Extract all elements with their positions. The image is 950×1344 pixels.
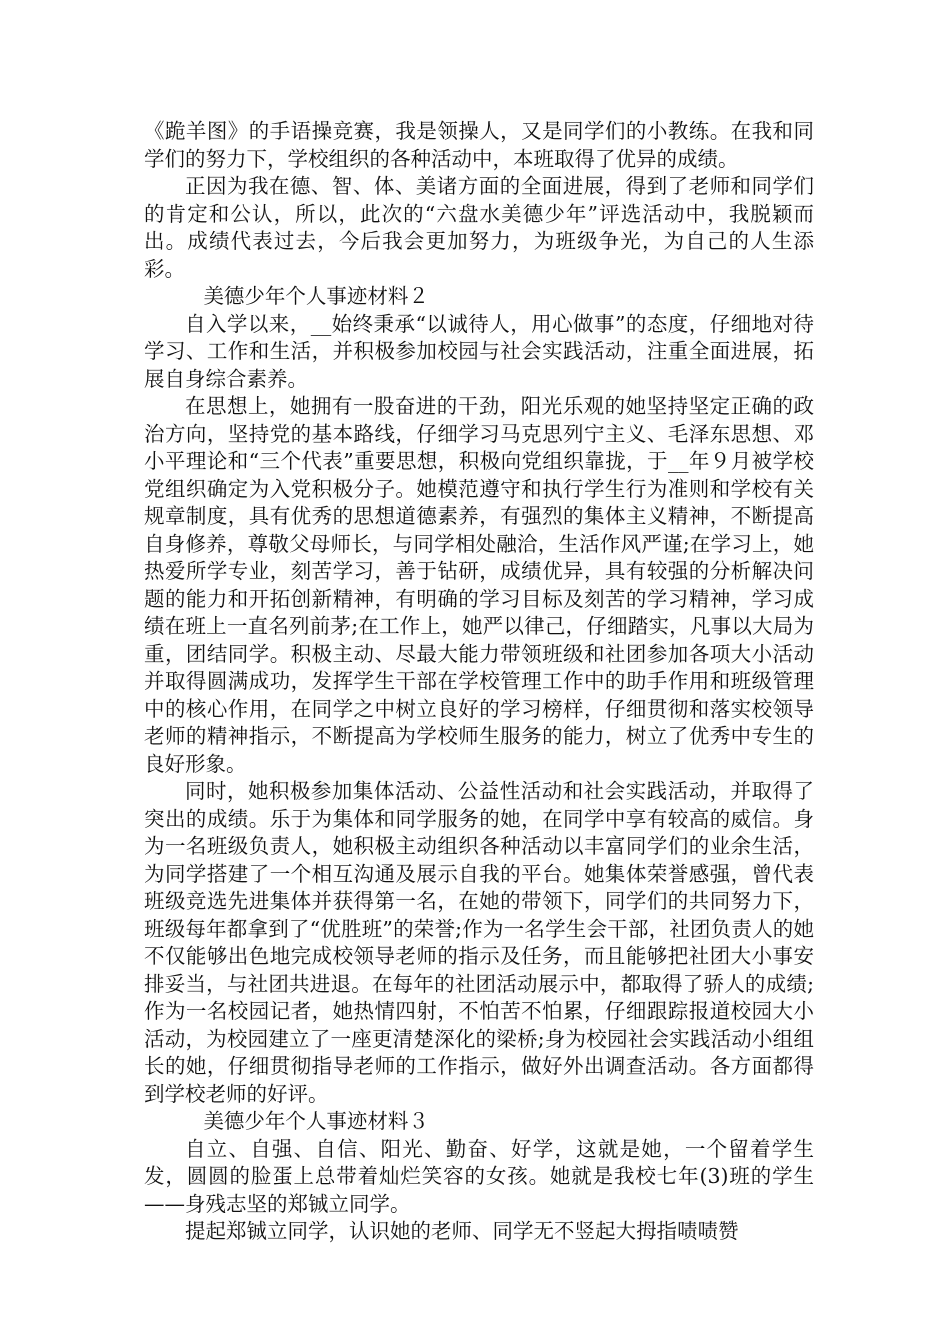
section-heading: 美德少年个人事迹材料２ xyxy=(203,284,429,308)
paragraph: 自立、自强、自信、阳光、勤奋、好学，这就是她，一个留着学生发，圆圆的脸蛋上总带着灿烂笑容的女孩。她就是我校七年(3)班的学生——身残志坚的郑铖立同学。 xyxy=(144,1136,814,1216)
paragraph: 正因为我在德、智、体、美诸方面的全面进展，得到了老师和同学们的肯定和公认，所以，此次的“六盘水美德少年”评选活动中，我脱颖而出。成绩代表过去，今后我会更加努力，为班级争光，为自己的人生添彩。 xyxy=(144,174,814,281)
paragraph-continued: 《跪羊图》的手语操竞赛，我是领操人，又是同学们的小教练。在我和同学们的努力下，学校组织的各种活动中，本班取得了优异的成绩。 xyxy=(144,119,814,171)
document-page xyxy=(144,118,814,1246)
paragraph: 提起郑铖立同学，认识她的老师、同学无不竖起大拇指啧啧赞 xyxy=(185,1219,739,1243)
paragraph: 自入学以来，__始终秉承“以诚待人，用心做事”的态度，仔细地对待学习、工作和生活，并积极参加校园与社会实践活动，注重全面进展，拓展自身综合素养。 xyxy=(144,311,814,391)
section-heading: 美德少年个人事迹材料３ xyxy=(203,1109,429,1133)
paragraph: 同时，她积极参加集体活动、公益性活动和社会实践活动，并取得了突出的成绩。乐于为集体和同学服务的她，在同学中享有较高的威信。身为一名班级负责人，她积极主动组织各种活动以丰富同学们的业余生活，为同学搭建了一个相互沟通及展示自我的平台。她集体荣誉感强，曾代表班级竞选先进集体并获得第一名，在她的带领下，同学们的共同努力下，班级每年都拿到了“优胜班”的荣誉;作为一名学生会干部，社团负责人的她不仅能够出色地完成校领导老师的指示及任务，而且能够把社团大小事安排妥当，与社团共进退。在每年的社团活动展示中，都取得了骄人的成绩;作为一名校园记者，她热情四射，不怕苦不怕累，仔细跟踪报道校园大小活动，为校园建立了一座更清楚深化的梁桥;身为校园社会实践活动小组组长的她，仔细贯彻指导老师的工作指示，做好外出调查活动。各方面都得到学校老师的好评。 xyxy=(144,779,814,1106)
paragraph: 在思想上，她拥有一股奋进的干劲，阳光乐观的她坚持坚定正确的政治方向，坚持党的基本路线，仔细学习马克思列宁主义、毛泽东思想、邓小平理论和“三个代表”重要思想，积极向党组织靠拢，于__年９月被学校党组织确定为入党积极分子。她模范遵守和执行学生行为准则和学校有关规章制度，具有优秀的思想道德素养，有强烈的集体主义精神，不断提高自身修养，尊敬父母师长，与同学相处融洽，生活作风严谨;在学习上，她热爱所学专业，刻苦学习，善于钻研，成绩优异，具有较强的分析解决问题的能力和开拓创新精神，有明确的学习目标及刻苦的学习精神，学习成绩在班上一直名列前茅;在工作上，她严以律己，仔细踏实，凡事以大局为重，团结同学。积极主动、尽最大能力带领班级和社团参加各项大小活动并取得圆满成功，发挥学生干部在学校管理工作中的助手作用和班级管理中的核心作用，在同学之中树立良好的学习榜样，仔细贯彻和落实校领导老师的精神指示，不断提高为学校师生服务的能力，树立了优秀中专生的良好形象。 xyxy=(144,394,814,776)
